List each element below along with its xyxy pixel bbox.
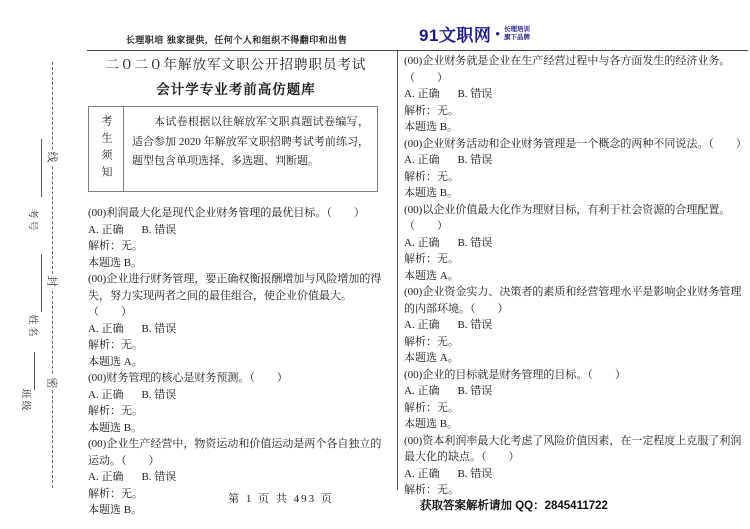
notice-text: 本试卷根据以往解放军文职真题试卷编写，适合参加 2020 年解放军文职招聘考试考前练习，题型包含单项选择、多选题、判断题。 [132,116,369,167]
question-stem: (00)利润最大化是现代企业财务管理的最优目标。（ ） [88,207,365,219]
option-b: B. 错误 [457,236,493,249]
answer-line: 本题选 A。 [404,269,459,282]
class-fill-line [34,352,35,390]
question-options [88,222,384,239]
brand-tagline [504,26,530,42]
question-block [88,271,384,370]
question-options [404,235,749,252]
option-a: A. 正确 [404,236,440,249]
option-a: A. 正确 [88,471,124,483]
question-options [404,86,749,103]
analysis-line: 解析：无。 [404,170,459,183]
brand-logo-name: 91文职网 [419,26,492,45]
question-options [404,466,749,483]
seal-char-mi: 密 [43,376,63,391]
seal-char-xian: 线 [43,150,63,165]
analysis-line: 解析：无。 [88,405,143,417]
contact-qq-line: 获取答案解析请加 QQ：2845411722 [420,500,608,512]
answer-line: 本题选 B。 [404,121,459,133]
question-stem: (00)企业进行财务管理，要正确权衡报酬增加与风险增加的得失，努力实现两者之间的最佳组合，使企业价值最大。（ ） [88,273,382,318]
question-options [404,383,749,400]
option-a: A. 正确 [88,223,124,236]
answer-line: 本题选 B。 [88,421,143,434]
question-block [404,202,749,285]
question-stem: (00)企业资金实力、决策者的素质和经营管理水平是影响企业财务管理的内部环境。（ ） [404,286,742,315]
question-block [404,53,749,136]
question-block [404,433,749,499]
question-options [404,317,749,334]
question-stem: (00)企业的目标就是财务管理的目标。（ ） [404,368,626,381]
option-b: B. 错误 [141,223,177,236]
option-b: B. 错误 [457,154,493,166]
option-a: A. 正确 [404,319,440,331]
option-a: A. 正确 [404,467,440,480]
brand-tagline-line2: 旗下品牌 [503,33,530,41]
question-stem: (00)企业生产经营中，物资运动和价值运动是两个各自独立的运动。（ ） [88,438,382,467]
option-b: B. 错误 [141,388,177,401]
analysis-line: 解析：无。 [88,487,143,500]
question-block [404,284,749,367]
question-list-right [404,53,749,499]
analysis-line: 解析：无。 [88,240,143,252]
question-block [404,136,749,202]
question-options [88,469,384,486]
answer-line: 本题选 B。 [404,418,459,430]
question-block [404,367,749,433]
question-list-left [88,205,384,519]
option-a: A. 正确 [88,322,124,335]
brand-tagline-line1: 长理培训 [503,25,530,33]
option-b: B. 错误 [457,88,493,100]
option-b: B. 错误 [141,471,177,483]
option-a: A. 正确 [404,88,440,100]
question-block [88,436,384,519]
question-options [88,321,384,338]
notice-label: 考生须知 [89,107,124,191]
question-stem: (00)财务管理的核心是财务预测。（ ） [88,372,288,384]
question-stem: (00)以企业价值最大化作为理财目标，有利于社会资源的合理配置。（ ） [404,203,731,232]
question-options [404,152,749,169]
left-column [88,53,384,519]
option-a: A. 正确 [404,385,440,397]
option-b: B. 错误 [457,385,493,397]
question-stem: (00)资本利润率最大化考虑了风险价值因素，在一定程度上克服了利润最大化的缺点。（ ） [404,434,742,463]
option-b: B. 错误 [141,322,177,335]
name-label: 姓名 [26,314,38,339]
exam-number-label: 考号 [26,208,38,233]
answer-line: 本题选 A。 [88,355,143,368]
exam-subtitle: 会计学专业考前高仿题库 [156,82,316,97]
option-b: B. 错误 [457,319,493,331]
analysis-line: 解析：无。 [404,104,459,117]
column-divider [397,51,398,490]
answer-line: 本题选 A。 [404,352,459,364]
analysis-line: 解析：无。 [404,401,459,414]
option-a: A. 正确 [404,154,440,166]
class-label: 班级 [19,388,31,413]
header-rule [87,50,748,51]
bullet-icon: • [495,26,500,41]
analysis-line: 解析：无。 [404,484,459,496]
exam-title: 二０二０年解放军文职公开招聘职员考试 [105,57,367,72]
question-block [88,205,384,271]
candidate-notice-box [88,106,378,192]
seal-char-feng: 封 [43,274,63,289]
analysis-line: 解析：无。 [404,335,459,348]
right-column [404,53,749,499]
analysis-line: 解析：无。 [404,253,459,265]
copyright-watermark: 长理职培 独家提供，任何个人和组织不得翻印和出售 [125,35,348,45]
option-b: B. 错误 [457,467,493,480]
question-block [88,370,384,436]
answer-line: 本题选 B。 [88,504,143,516]
question-stem: (00)企业财务就是企业在生产经营过程中与各方面发生的经济业务。（ ） [404,55,731,84]
name-fill-line [41,254,42,312]
page-number: 第 1 页 共 493 页 [228,493,334,505]
question-stem: (00)企业财务活动和企业财务管理是一个概念的两种不同说法。（ ） [404,137,747,150]
exam-number-fill-line [41,139,42,197]
analysis-line: 解析：无。 [88,339,143,351]
option-a: A. 正确 [88,388,124,401]
brand-logo [419,21,530,46]
answer-line: 本题选 B。 [404,187,459,199]
question-options [88,387,384,404]
answer-line: 本题选 B。 [88,256,143,269]
